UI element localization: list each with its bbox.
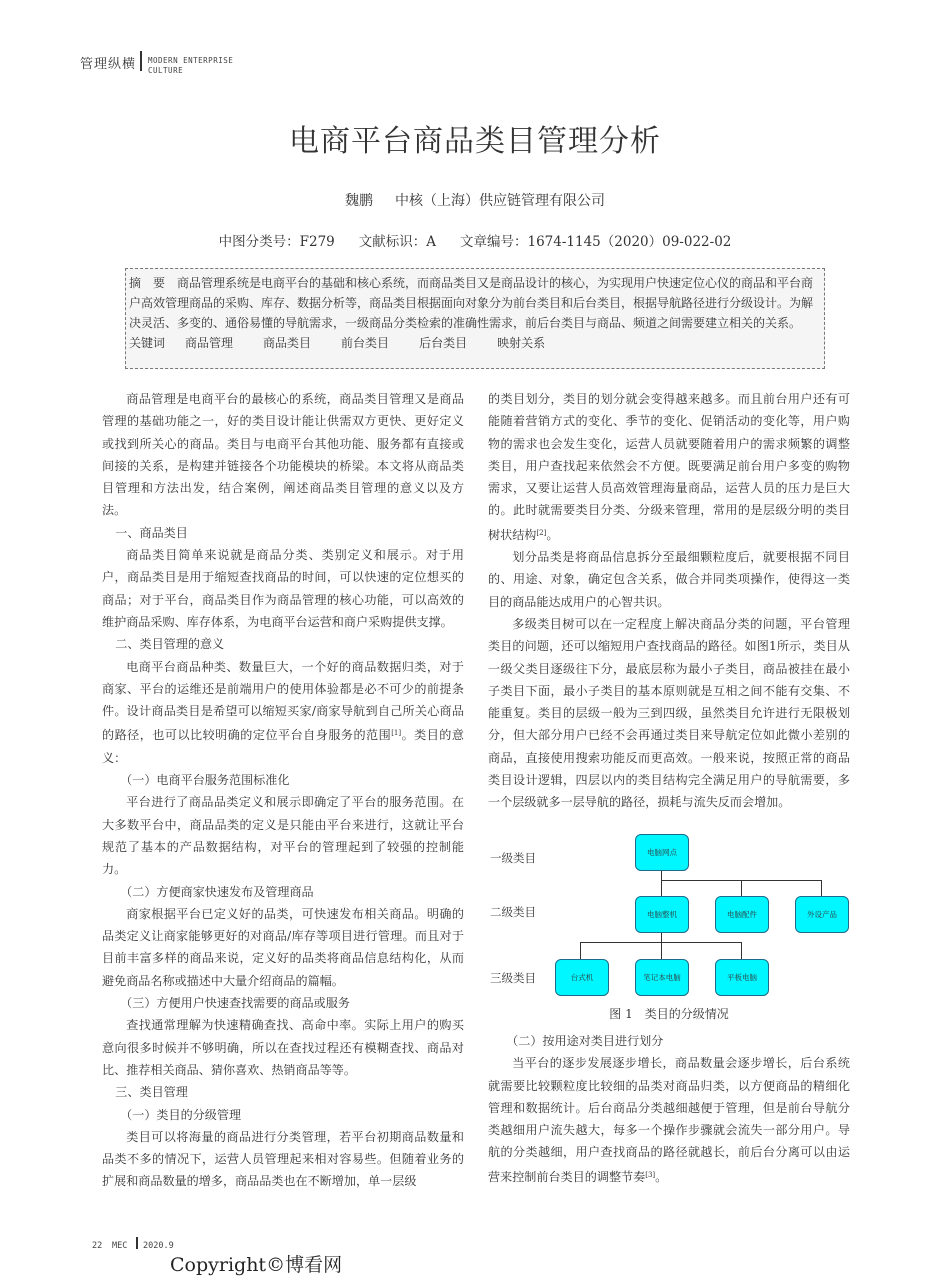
citation-3: [3]	[645, 1170, 656, 1179]
paragraph	[102, 656, 464, 769]
tree-connector	[580, 942, 581, 959]
right-column-top	[488, 388, 850, 814]
tree-connector	[741, 880, 742, 896]
paragraph-text-tail: 。类目的意义：	[102, 728, 464, 765]
tree-connector	[661, 942, 662, 959]
category-node-level-3: 台式机	[555, 959, 609, 996]
paragraph: 类目可以将海量的商品进行分类管理，若平台初期商品数量和品类不多的情况下，运营人员管理起来相对容易些。但随着业务的扩展和商品数量的增多，商品品类也在不断增加，单一层级	[102, 1129, 464, 1189]
paragraph: 划分品类是将商品信息拆分至最细颗粒度后，就要根据不同目的、用途、对象，确定包含关系，做合并同类项操作，使得这一类目的商品能达成用户的心智共识。	[488, 550, 850, 609]
category-node-level-2: 外设产品	[795, 896, 849, 933]
subsection-heading: （三）方便用户快速查找需要的商品或服务	[120, 996, 350, 1011]
right-column-bottom	[488, 1030, 850, 1188]
abstract-label: 摘要	[129, 276, 178, 290]
copyright-notice: Copyright©博看网	[170, 1254, 343, 1276]
keyword: 后台类目	[419, 336, 468, 350]
category-node-level-2: 电脑整机	[635, 896, 689, 933]
keyword: 商品类目	[263, 336, 312, 350]
abstract-text: 商品管理系统是电商平台的基础和核心系统，而商品类目又是商品设计的核心，为实现用户快速定位心仪的商品和平台商户高效管理商品的采购、库存、数据分析等，商品类目根据面向对象分为前台类目和后台类目，根据导航路径进行分级设计。为解决灵活、多变的、通俗易懂的导航需求，一级商品分类检索的准确性需求，前后台类目与商品、频道之间需要建立相关的关系。	[129, 276, 814, 330]
paragraph: 查找通常理解为快速精确查找、高命中率。实际上用户的购买意向很多时候并不够明确，所以在查找过程还有模糊查找、商品对比、推荐相关商品、猜你喜欢、热销商品等等。	[102, 1018, 464, 1077]
document-id: 文献标识：A	[358, 234, 436, 250]
tree-connector	[661, 880, 822, 881]
citation-1: [1]	[391, 729, 402, 738]
subsection-heading: （二）方便商家快速发布及管理商品	[120, 884, 314, 899]
subsection-heading: （一）类目的分级管理	[120, 1107, 242, 1122]
category-node-level-3: 平板电脑	[715, 959, 769, 996]
journal-english-line-2: CULTURE	[148, 66, 184, 75]
tree-connector	[821, 880, 822, 896]
clc-number: 中图分类号：F279	[218, 234, 335, 250]
journal-english-line-1: MODERN ENTERPRISE	[148, 56, 234, 65]
level-1-label: 一级类目	[490, 851, 536, 865]
journal-english-name	[148, 56, 233, 76]
classification-line	[0, 230, 950, 250]
author-name: 魏鹏	[345, 193, 373, 209]
article-title: 电商平台商品类目管理分析	[289, 124, 661, 159]
journal-abbrev: MEC	[112, 1241, 128, 1251]
paragraph-text-tail: 。	[655, 1169, 668, 1184]
page-number: 22	[92, 1241, 103, 1251]
keyword: 映射关系	[497, 336, 546, 350]
author-affiliation: 中核（上海）供应链管理有限公司	[395, 193, 605, 209]
tree-connector	[661, 932, 662, 943]
article-number: 文章编号：1674-1145（2020）09-022-02	[460, 234, 732, 250]
citation-2: [2]	[536, 528, 547, 537]
figure-caption: 图 1 类目的分级情况	[609, 1007, 729, 1021]
header-divider	[140, 51, 142, 71]
tree-connector	[661, 870, 662, 881]
paragraph: 平台进行了商品品类定义和展示即确定了平台的服务范围。在大多数平台中，商品品类的定义是只能由平台来进行，这就让平台规范了基本的产品数据结构，对平台的管理起到了较强的控制能力。	[102, 795, 464, 877]
paragraph: 多级类目树可以在一定程度上解决商品分类的问题，平台管理类目的问题，还可以缩短用户查找商品的路径。如图1所示，类目从一级父类目逐级往下分，最底层称为最小子类目，商品被挂在最小子类目下面，最小子类目的基本原则就是互相之间不能有交集、不能重复。类目的层级一般为三到四级，虽然类目允许进行无限极划分，但大部分用户已经不会再通过类目来导航定位如此微小差别的商品，直接使用搜索功能反而更高效。一般来说，按照正常的商品类目设计逻辑，四层以内的类目结构完全满足用户的导航需要，多一个层级就多一层导航的路径，损耗与流失反而会增加。	[488, 616, 850, 810]
keyword: 前台类目	[341, 336, 390, 350]
level-2-label: 二级类目	[490, 905, 536, 919]
abstract-text-block	[129, 273, 821, 333]
section-heading-1: 一、商品类目	[115, 525, 188, 540]
paragraph	[488, 1052, 850, 1188]
level-3-label: 三级类目	[490, 971, 536, 985]
tree-connector	[661, 880, 662, 896]
paragraph: 商品类目简单来说就是商品分类、类别定义和展示。对于用户，商品类目是用于缩短查找商品的时间，可以快速的定位想买的商品；对于平台，商品类目作为商品管理的核心功能，可以高效的维护商品采购、库存体系，为电商平台运营和商户采购提供支撑。	[102, 548, 464, 629]
left-column	[102, 388, 464, 1193]
subsection-heading: （一）电商平台服务范围标准化	[120, 773, 290, 788]
paragraph-text-tail: 。	[546, 527, 559, 542]
section-heading-2: 二、类目管理的意义	[115, 637, 225, 652]
keywords-row	[129, 333, 821, 353]
category-node-level-1: 电脑网点	[635, 834, 689, 871]
issue-date: 2020.9	[143, 1241, 174, 1251]
author-line	[0, 190, 950, 210]
paragraph-text: 的类目划分，类目的划分就会变得越来越多。而且前台用户还有可能随着营销方式的变化、季节的变化、促销活动的变化等，用户购物的需求也会发生变化，运营人员就要随着用户的需求频繁的调整类目，用户查找起来依然会不方便。既要满足前台用户多变的购物需求，又要让运营人员高效管理海量商品，运营人员的压力是巨大的。此时就需要类目分类、分级来管理，常用的是层级分明的类目树状结构	[488, 392, 850, 542]
tree-connector	[741, 942, 742, 959]
section-heading-3: 三、类目管理	[115, 1085, 188, 1100]
paragraph-text: 当平台的逐步发展逐步增长，商品数量会逐步增长，后台系统就需要比较颗粒度比较细的品类对商品归类，以方便商品的精细化管理和数据统计。后台商品分类越细越便于管理，但是前台导航分类越细用户流失越大，每多一个操作步骤就会流失一部分用户。导航的分类越细，用户查找商品的路径就越长，前后台分离可以由运营来控制前台类目的调整节奏	[488, 1056, 850, 1184]
paragraph	[488, 388, 850, 546]
paragraph-text: 电商平台商品种类、数量巨大，一个好的商品数据归类，对于商家、平台的运维还是前端用户的使用体验都是必不可少的前提条件。设计商品类目是希望可以缩短买家/商家导航到自己所关心商品的路径，也可以比较明确的定位平台自身服务的范围	[102, 659, 464, 743]
abstract-box	[125, 268, 825, 369]
footer-divider	[136, 1237, 138, 1249]
category-node-level-2: 电脑配件	[715, 896, 769, 933]
column-name: 管理纵横	[80, 57, 137, 72]
tree-connector	[580, 942, 742, 943]
category-node-level-3: 笔记本电脑	[635, 959, 689, 996]
subsection-heading: （二）按用途对类目进行划分	[506, 1034, 664, 1048]
keywords-label: 关键词	[129, 336, 166, 350]
paragraph: 商家根据平台已定义好的品类，可快速发布相关商品。明确的品类定义让商家能够更好的对商品/库存等项目进行管理。而且对于目前丰富多样的商品来说，定义好的品类将商品信息结构化，从而避免商品名称或描述中大量介绍商品的篇幅。	[102, 906, 464, 988]
keyword: 商品管理	[185, 336, 234, 350]
intro-paragraph: 商品管理是电商平台的最核心的系统，商品类目管理又是商品管理的基础功能之一，好的类目设计能让供需双方更快、更好定义或找到所关心的商品。类目与电商平台其他功能、服务都有直接或间接的关系，是构建并链接各个功能模块的桥梁。本文将从商品类目管理和方法出发，结合案例，阐述商品类目管理的意义以及方法。	[102, 392, 464, 518]
